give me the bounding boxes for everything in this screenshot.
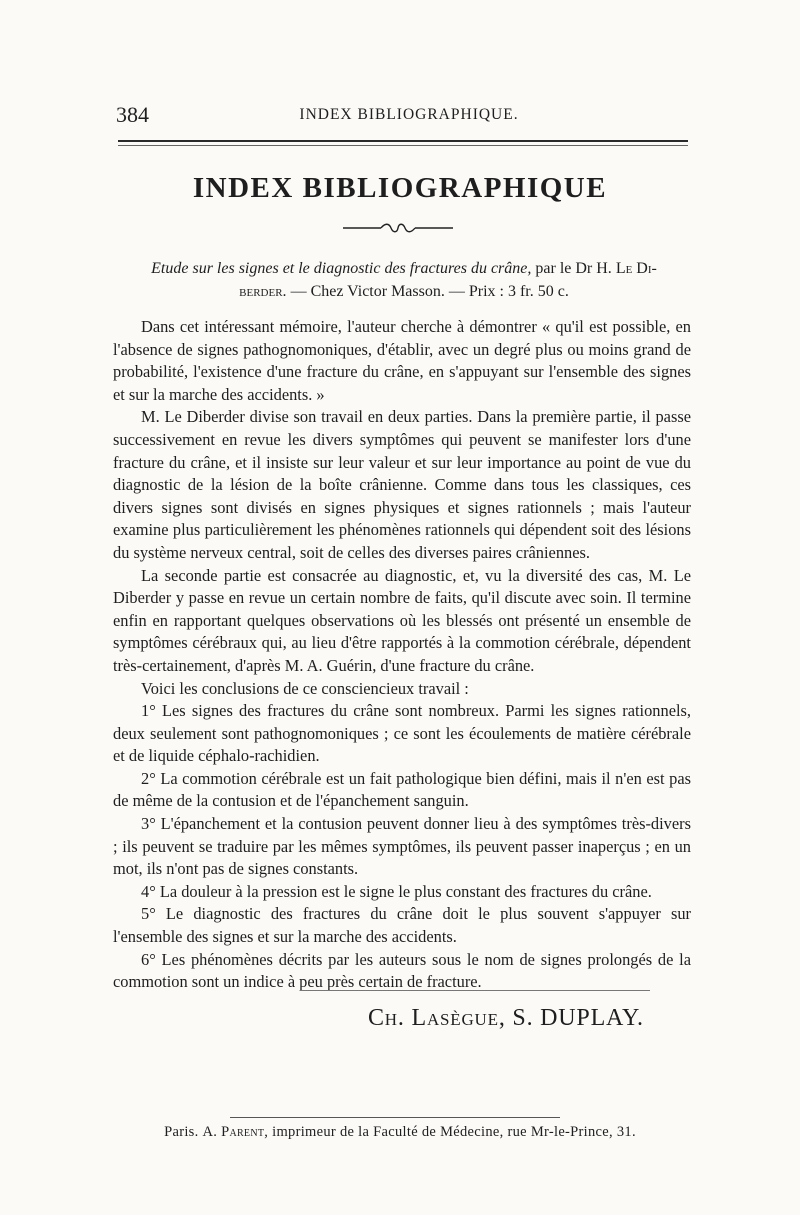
conclusion-6: 6° Les phénomènes décrits par les auteurs sous le nom de signes prolongés de la commotion sont un indice à peu près certain de fracture. xyxy=(113,949,691,992)
signature-separator: , xyxy=(498,1005,513,1031)
signature-name-2: S. DUPLAY. xyxy=(512,1005,644,1031)
signature-name-1: Ch. Lasègue xyxy=(368,1005,499,1031)
page-number: 384 xyxy=(116,102,149,127)
running-header xyxy=(116,102,688,132)
conclusion-2: 2° La commotion cérébrale est un fait pathologique bien défini, mais il n'en est pas de même de la contusion et de l'épanchement sanguin. xyxy=(113,768,691,811)
author-name-part-1: Le Di- xyxy=(615,260,657,277)
conclusion-4: 4° La douleur à la pression est le signe le plus constant des fractures du crâne. xyxy=(141,881,652,901)
header-rule xyxy=(118,140,688,142)
page-title: INDEX BIBLIOGRAPHIQUE xyxy=(192,172,608,204)
footer-printer: A. Parent xyxy=(202,1124,265,1140)
footer-rule xyxy=(230,1117,560,1118)
citation-by: par le Dr H. xyxy=(531,260,616,277)
signature xyxy=(368,1005,668,1032)
conclusion-1: 1° Les signes des fractures du crâne sont nombreux. Parmi les signes rationnels, deux seulement sont pathognomoniques ; ce sont les écoulements de matière cérébrale et de liquide céphalo-rachidien. xyxy=(113,701,691,766)
paragraph-4: Voici les conclusions de ce consciencieux travail : xyxy=(141,678,469,698)
conclusion-5: 5° Le diagnostic des fractures du crâne doit le plus souvent s'appuyer sur l'ensemble des signes et sur la marche des accidents. xyxy=(113,904,691,947)
paragraph-3: La seconde partie est consacrée au diagnostic, et, vu la diversité des cas, M. Le Diberder y passe en revue un certain nombre de faits, qu'il discute avec soin. Il termine enfin en rapportant quelques observations où les blessés ont présenté un ensemble de symptômes cérébraux qui, au lieu d'être rapportés à la commotion cérébrale, dépendent très-certainement, d'après M. A. Guérin, d'une fracture du crâne. xyxy=(113,565,691,675)
review-body xyxy=(113,316,691,994)
publisher-info: — Chez Victor Masson. — Prix : 3 fr. 50 c. xyxy=(286,283,569,300)
author-name-part-2: berder. xyxy=(239,283,287,300)
work-title: Etude sur les signes et le diagnostic des fractures du crâne, xyxy=(151,260,532,277)
bibliographic-citation xyxy=(118,257,690,303)
conclusion-3: 3° L'épanchement et la contusion peuvent donner lieu à des symptômes très-divers ; ils peuvent se traduire par les mêmes symptômes, ils peuvent passer inaperçus ; en un mot, ils n'ont pas de signes constants. xyxy=(113,814,691,879)
footer-address: , imprimeur de la Faculté de Médecine, rue Mr-le-Prince, 31. xyxy=(264,1124,636,1140)
signature-rule xyxy=(300,990,650,991)
paragraph-2: M. Le Diberder divise son travail en deux parties. Dans la première partie, il passe successivement en revue les divers symptômes qui peuvent se manifester lors d'une fracture du crâne, et il insiste sur leur valeur et sur leur importance au point de vue du diagnostic de la lésion de la boîte crânienne. Comme dans tous les classiques, ces divers signes sont divisés en signes physiques et signes rationnels ; mais l'auteur examine plus particulièrement les phénomènes rationnels qui dépendent soit des lésions du système nerveux central, soit de celles des diverses paires crâniennes. xyxy=(113,407,691,562)
footer-city: Paris. xyxy=(164,1124,203,1140)
ornament-divider xyxy=(343,220,453,236)
header-rule-thin xyxy=(118,145,688,146)
printer-footer xyxy=(0,1124,800,1141)
paragraph-1: Dans cet intéressant mémoire, l'auteur cherche à démontrer « qu'il est possible, en l'absence de signes pathognomoniques, d'établir, avec un degré plus ou moins grand de probabilité, l'existence d'une fracture du crâne, en s'appuyant sur l'ensemble des signes et sur la marche des accidents. » xyxy=(113,317,691,404)
running-title: INDEX BIBLIOGRAPHIQUE. xyxy=(299,106,519,123)
